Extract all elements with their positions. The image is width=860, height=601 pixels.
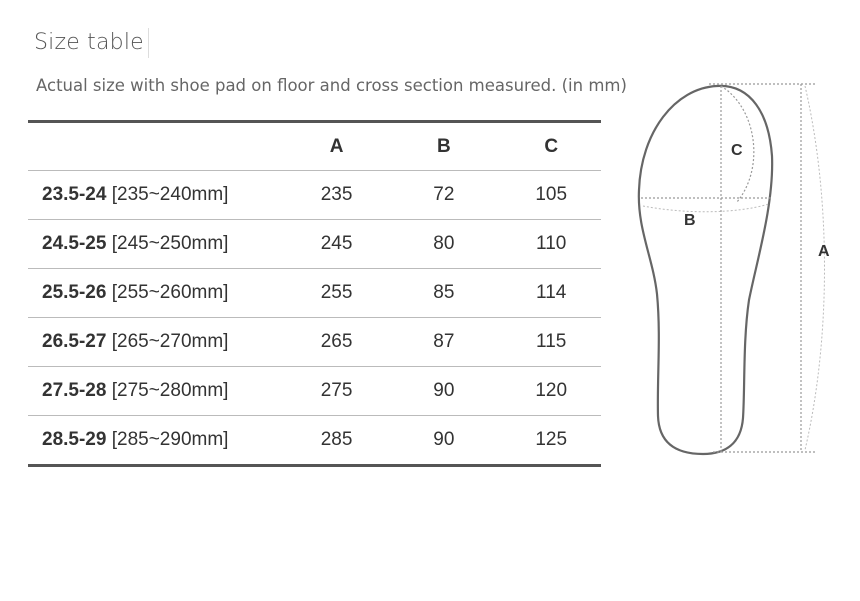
cell-a: 235 xyxy=(287,171,387,220)
measure-b-curve xyxy=(643,204,769,212)
table-row xyxy=(28,171,601,220)
insole-outline xyxy=(639,86,772,454)
cell-b: 80 xyxy=(386,220,501,269)
size-cell xyxy=(28,171,287,220)
size-code: 28.5-29 xyxy=(42,429,107,450)
column-header-b: B xyxy=(386,122,501,171)
table-row xyxy=(28,269,601,318)
size-cell xyxy=(28,269,287,318)
page-title: Size table xyxy=(34,28,149,58)
size-code: 26.5-27 xyxy=(42,331,107,352)
size-cell xyxy=(28,367,287,416)
size-code: 23.5-24 xyxy=(42,184,107,205)
table-row xyxy=(28,220,601,269)
measure-a-curve xyxy=(805,86,825,450)
cell-b: 85 xyxy=(386,269,501,318)
size-range: [245~250mm] xyxy=(111,233,229,254)
size-range: [255~260mm] xyxy=(111,282,229,303)
size-code: 24.5-25 xyxy=(42,233,107,254)
size-table xyxy=(28,120,601,467)
table-row xyxy=(28,318,601,367)
cell-b: 90 xyxy=(386,367,501,416)
label-c: C xyxy=(731,142,743,159)
column-header-size xyxy=(28,122,287,171)
column-header-a: A xyxy=(287,122,387,171)
cell-c: 114 xyxy=(501,269,601,318)
insole-diagram xyxy=(625,78,835,463)
cell-a: 245 xyxy=(287,220,387,269)
cell-c: 110 xyxy=(501,220,601,269)
table-row xyxy=(28,416,601,466)
cell-c: 125 xyxy=(501,416,601,466)
size-range: [275~280mm] xyxy=(111,380,229,401)
page-subtitle: Actual size with shoe pad on floor and cross section measured. (in mm) xyxy=(36,76,627,95)
size-cell xyxy=(28,416,287,466)
size-cell xyxy=(28,318,287,367)
table-row xyxy=(28,367,601,416)
cell-b: 87 xyxy=(386,318,501,367)
size-code: 25.5-26 xyxy=(42,282,107,303)
size-range: [285~290mm] xyxy=(111,429,229,450)
label-b: B xyxy=(684,212,696,229)
cell-c: 105 xyxy=(501,171,601,220)
size-code: 27.5-28 xyxy=(42,380,107,401)
cell-a: 255 xyxy=(287,269,387,318)
cell-b: 90 xyxy=(386,416,501,466)
table-header-row xyxy=(28,122,601,171)
cell-c: 115 xyxy=(501,318,601,367)
size-range: [235~240mm] xyxy=(111,184,229,205)
cell-a: 285 xyxy=(287,416,387,466)
size-range: [265~270mm] xyxy=(111,331,229,352)
column-header-c: C xyxy=(501,122,601,171)
cell-b: 72 xyxy=(386,171,501,220)
label-a: A xyxy=(818,243,830,260)
cell-a: 275 xyxy=(287,367,387,416)
size-cell xyxy=(28,220,287,269)
cell-c: 120 xyxy=(501,367,601,416)
cell-a: 265 xyxy=(287,318,387,367)
